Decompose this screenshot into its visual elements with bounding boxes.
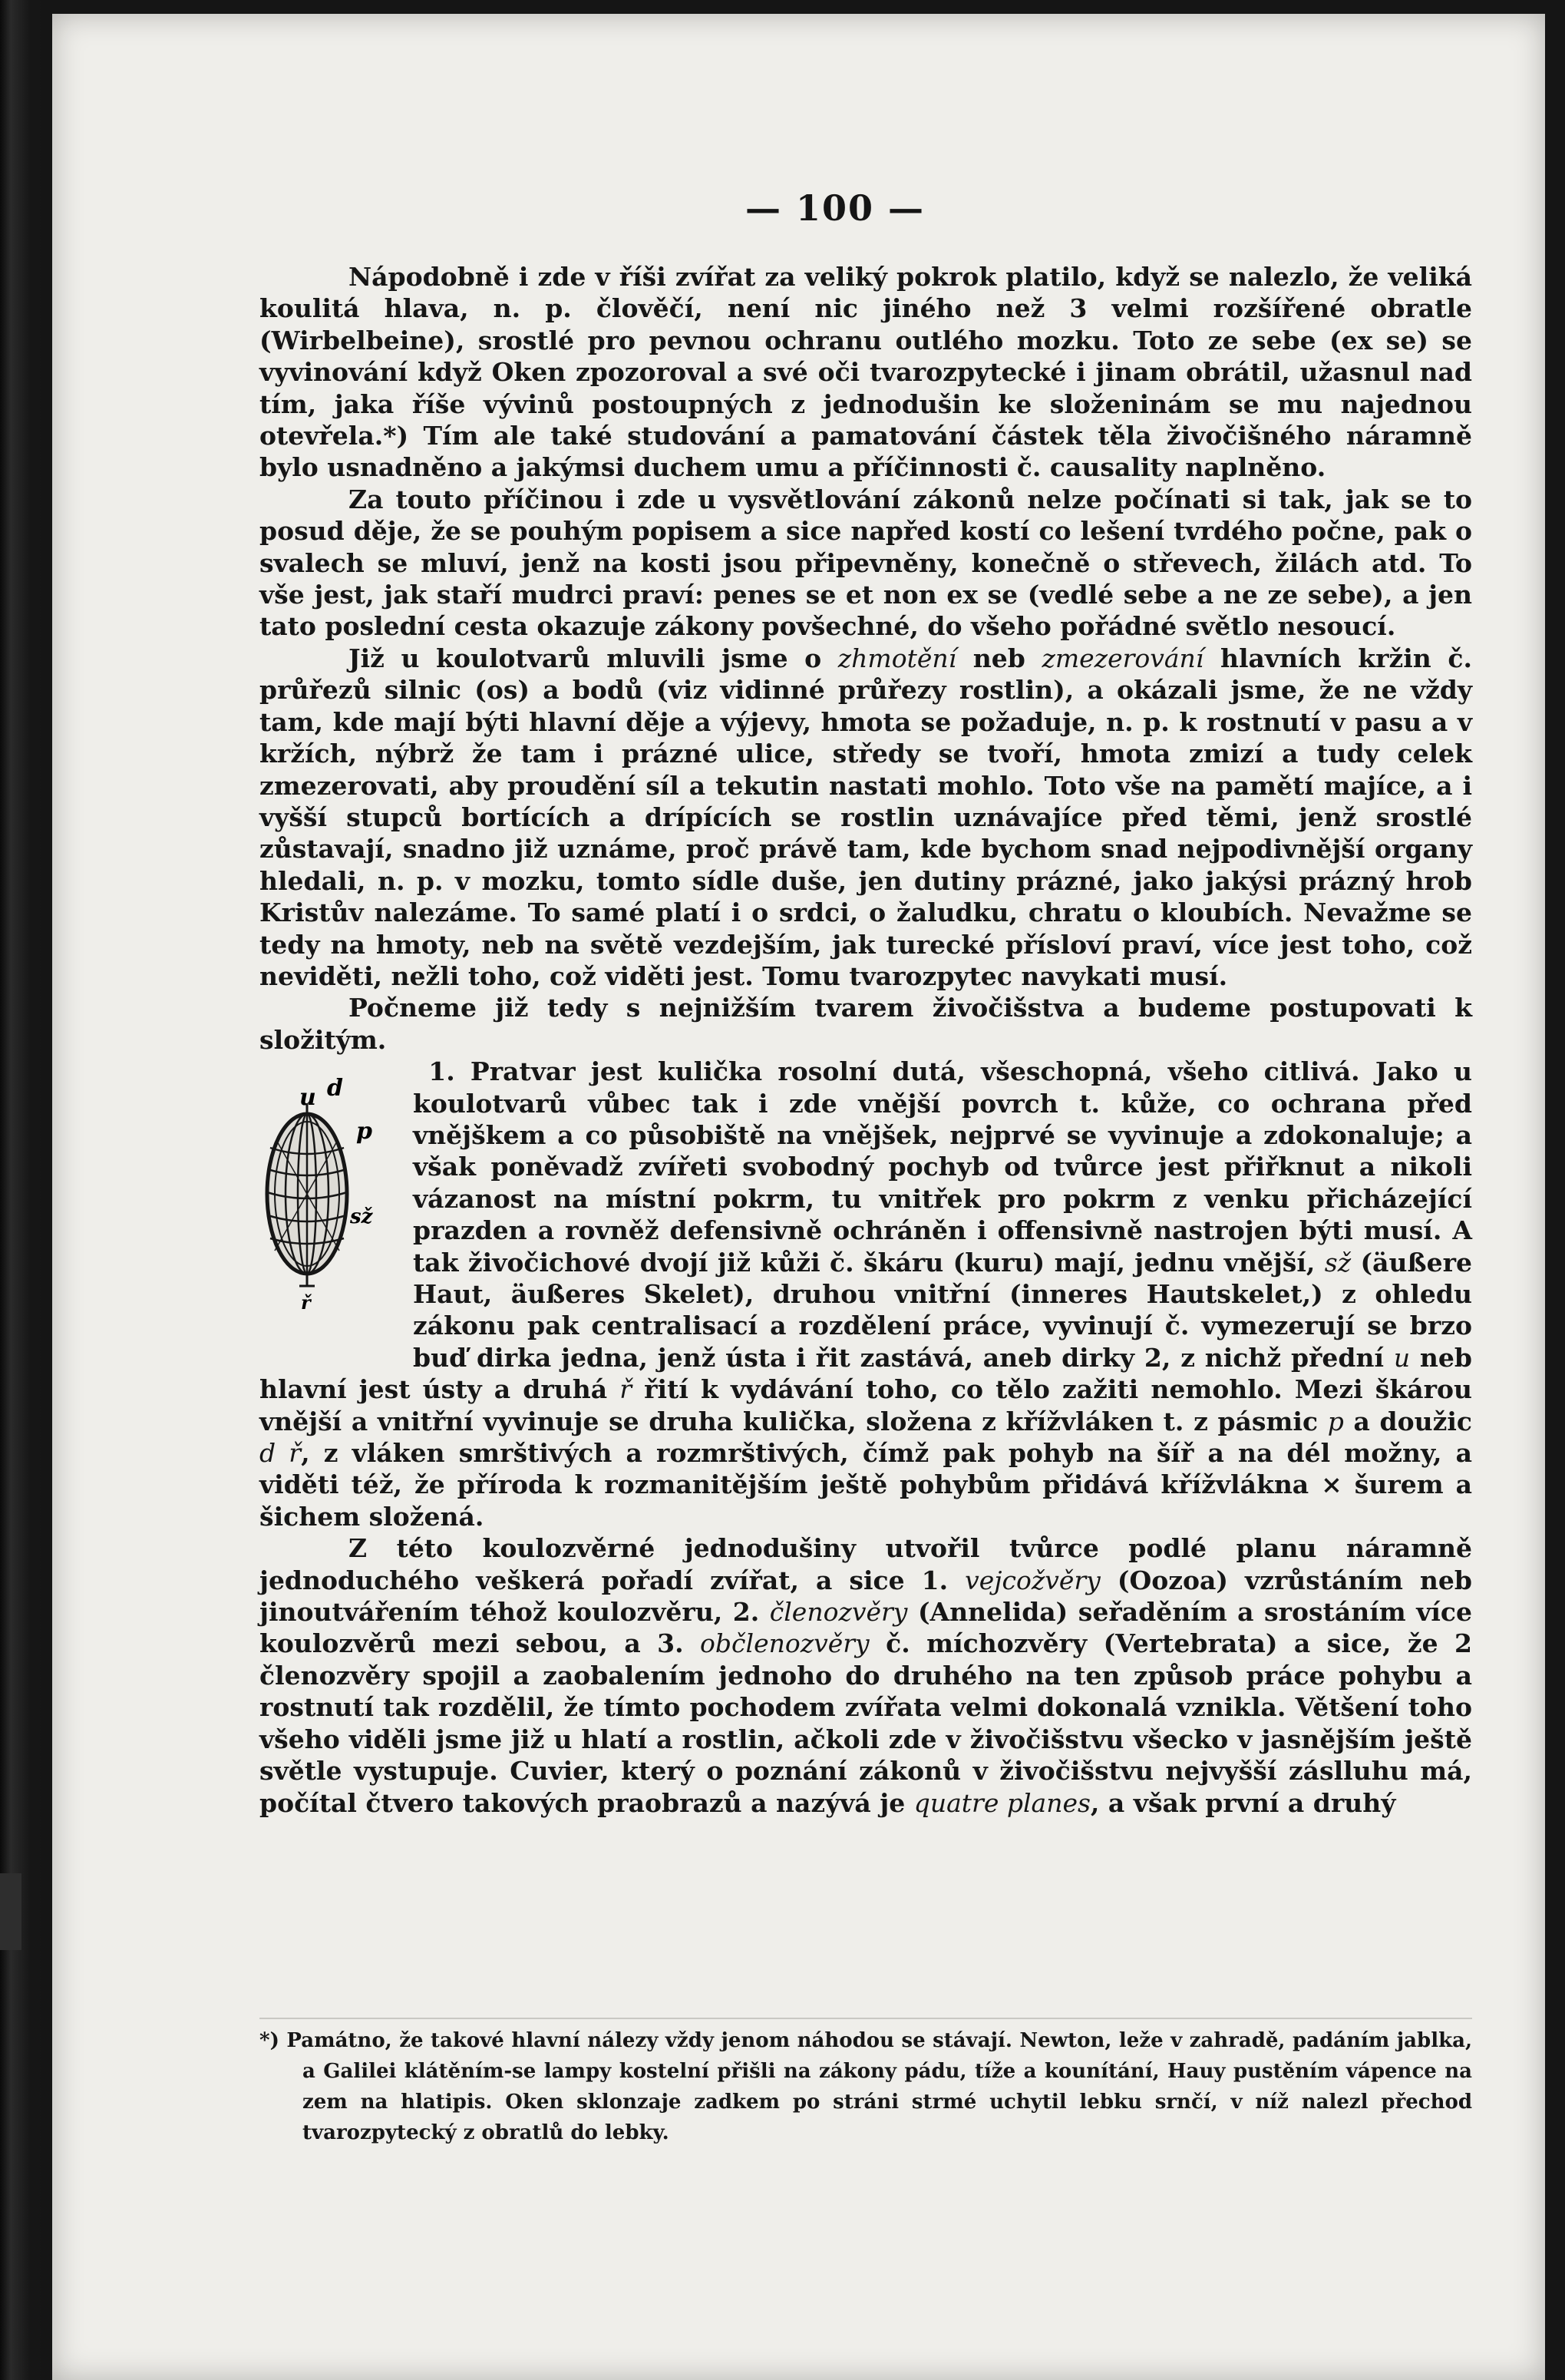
paragraph-6-text-a: Z této koulozvěrné jednodušiny utvořil tvůrce podlé planu náramně jednoduchého veškerá pořadí zvířat, a sice 1. [259, 1533, 1472, 1595]
symbol-r: ř [619, 1374, 632, 1405]
paragraph-2-text: Za touto příčinou i zde u vysvětlování zákonů nelze počínati si tak, jak se to posud děje, že se pouhým popisem a sice napřed kostí co lešení tvrdého počne, pak o svalech se mluví, jenž na kosti jsou připevněny, konečně o střevech, žilách atd. To vše jest, jak staří mudrci praví: penes se et non ex se (vedlé sebe a ne ze sebe), a jen tato poslední cesta okazuje zákony povšechné, do všeho pořádné světlo nesoucí. [259, 484, 1472, 642]
term-zmezerovani: zmezerování [1042, 643, 1204, 673]
paragraph-6-text-e: , a však první a druhý [1090, 1787, 1396, 1818]
figure-label-r: ř [301, 1291, 311, 1314]
paragraph-3-text-a: Již u koulotvarů mluvili jsme o [348, 643, 838, 673]
paragraph-5-text-c: neb hlavní jest ústy a druhá [259, 1342, 1472, 1405]
term-zhmoteni: zhmotění [837, 643, 957, 673]
paragraph-6-text-c: (Annelida) seřaděním a srostáním více koulozvěrů mezi sebou, a 3. [259, 1597, 1472, 1659]
figure-label-d: d [327, 1075, 343, 1102]
sphere-drawing [267, 1103, 347, 1286]
footnote-text: *) Památno, že takové hlavní nálezy vždy jenom náhodou se stávají. Newton, leže v zahradě, padáním jablka, a Galilei klátěním-se lampy kostelní přišli na zákony pádu, tíže a kounítání, Hauy pustěním vápence na zem na hlatipis. Oken sklonzaje zadkem po stráni strmé uchytil lebku srnčí, v níž nalezl přechod tvarozpytecký z obratlů do lebky. [259, 2029, 1472, 2144]
term-vejcozvery: vejcožvěry [965, 1565, 1101, 1595]
paragraph-6-text-b: (Oozoa) vzrůstáním neb jinoutvářením téhož koulozvěru, 2. [259, 1565, 1472, 1628]
paragraph-6 [259, 1532, 1472, 1819]
binding-mark [0, 1873, 21, 1950]
paragraph-5-text-a: 1. Pratvar jest kulička rosolní dutá, všeschopná, všeho citlivá. Jako u koulotvarů vůbec tak i zde vnější povrch t. kůže, co ochrana před vnějškem a co působiště na vnějšek, nejprvé se vyvinuje a zdokonaluje; a však poněvadž zvířeti svobodný pochyb od tvůrce jest přiřknut a nikoli vázanost na místní pokrm, tu vnitřek pro pokrm z venku přicházející prazden a rovněž defensivně ochráněn i offensivně nastrojen býti musí. A tak živočichové dvojí již kůži č. škáru (kuru) mají, jednu vnější, [413, 1056, 1472, 1278]
paragraph-5-text-d: řití k vydávání toho, co tělo zažiti nemohlo. Mezi škárou vnější a vnitřní vyvinuje se druha kulička, složena z křížvláken t. z pásmic [259, 1374, 1472, 1436]
paragraph-5-text-e: a doužic [1343, 1406, 1472, 1436]
paragraph-5-text-b: (äußere Haut, äußeres Skelet), druhou vnitřní (inneres Hautskelet,) z ohledu zákonu pak centralisací a rozdělení práce, vyvinují č. vymezerují se brzo buď dirka jedna, jenž ústa i řit zastává, aneb dirky 2, z nichž přední [413, 1247, 1472, 1373]
paragraph-3-text-c: hlavních kržin č. průřezů silnic (os) a bodů (viz vidinné průřezy rostlin), a okázali jsme, že ne vždy tam, kde mají býti hlavní děje a výjevy, hmota se požaduje, n. p. k rostnutí v pasu a v kržích, nýbrž že tam i prázné ulice, středy se tvoří, hmota zmizí a tudy celek zmezerovati, aby proudění síl a tekutin nastati mohlo. Toto vše na pamětí majíce, a i vyšší stupců bortících a drípících se rostlin uznávajíce před těmi, jenž srostlé zůstavají, snadno již uznáme, proč právě tam, kde bychom snad nejpodivnější organy hledali, n. p. v mozku, tomto sídle duše, jen dutiny prázné, jako jakýsi prázný hrob Kristův nalezáme. To samé platí i o srdci, o žaludku, chratu o kloubích. Nevažme se tedy na hmoty, neb na světě vezdejším, jak turecké přísloví praví, více jest toho, což neviděti, nežli toho, což viděti jest. Tomu tvarozpytec navykati musí. [259, 643, 1472, 991]
term-obclenozvery: občlenozvěry [700, 1628, 870, 1659]
footnote [259, 2025, 1472, 2148]
paragraph-4-text: Počneme již tedy s nejnižším tvarem živočišstva a budeme postupovati k složitým. [259, 993, 1472, 1055]
body-text [259, 261, 1472, 1819]
term-quatre-planes: quatre planes [913, 1787, 1091, 1818]
symbol-u: u [1393, 1342, 1411, 1373]
symbol-p: p [1327, 1406, 1344, 1436]
paragraph-3 [259, 643, 1472, 992]
figure-pratvar [259, 1056, 390, 1355]
figure-label-sz: sž [350, 1205, 373, 1229]
paragraph-2 [259, 484, 1472, 643]
paragraph-5 [259, 1056, 1472, 1532]
symbol-sz: sž [1324, 1247, 1352, 1278]
figure-label-u: u [299, 1084, 316, 1112]
symbol-d-r: d ř [259, 1438, 302, 1469]
paragraph-3-text-b: neb [956, 643, 1042, 673]
paragraph-6-text-d: č. míchozvěry (Vertebrata) a sice, že 2 členozvěry spojil a zaobalením jednoho do druhého na ten způsob práce pohybu a rostnutí tak rozdělil, že tímto pochodem zvířata velmi dokonalá vznikla. Většení toho všeho viděli jsme již u hlatí a rostlin, ačkoli zde v živočišstvu všecko v jasnějším ještě světle vystupuje. Cuvier, který o poznání zákonů v živočišstvu nejvyšší záslluhu má, počítal čtvero takových praobrazů a nazývá je [259, 1628, 1473, 1818]
paragraph-4 [259, 992, 1472, 1056]
term-clenozvery: členozvěry [769, 1597, 908, 1628]
paragraph-5-text-f: , z vláken smrštivých a rozmrštivých, čímž pak pohyb na šíř a na dél možny, a viděti též, že příroda k rozmanitějším ještě pohybům přidává křížvlákna × šurem a šichem složená. [259, 1438, 1473, 1532]
paragraph-1 [259, 261, 1472, 484]
paragraph-1-text: Nápodobně i zde v říši zvířat za veliký pokrok platilo, když se nalezlo, že veliká koulitá hlava, n. p. člověčí, není nic jiného než 3 velmi rozšířené obratle (Wirbelbeine), srostlé pro pevnou ochranu outlého mozku. Toto ze sebe (ex se) se vyvinování když Oken zpozoroval a své oči tvarozpytecké i jinam obrátil, užasnul nad tím, jaka říše vývinů postoupných z jednodušin ke složeninám se mu najednou otevřela.*) Tím ale také studování a pamatování částek těla živočišného náramně bylo usnadněno a jakýmsi duchem umu a příčinnosti č. causality naplněno. [259, 262, 1472, 483]
footnote-divider [259, 2018, 1472, 2019]
sphere-figure-svg [259, 1056, 390, 1355]
figure-label-p: p [356, 1118, 372, 1145]
page-number: — 100 — [745, 187, 926, 229]
